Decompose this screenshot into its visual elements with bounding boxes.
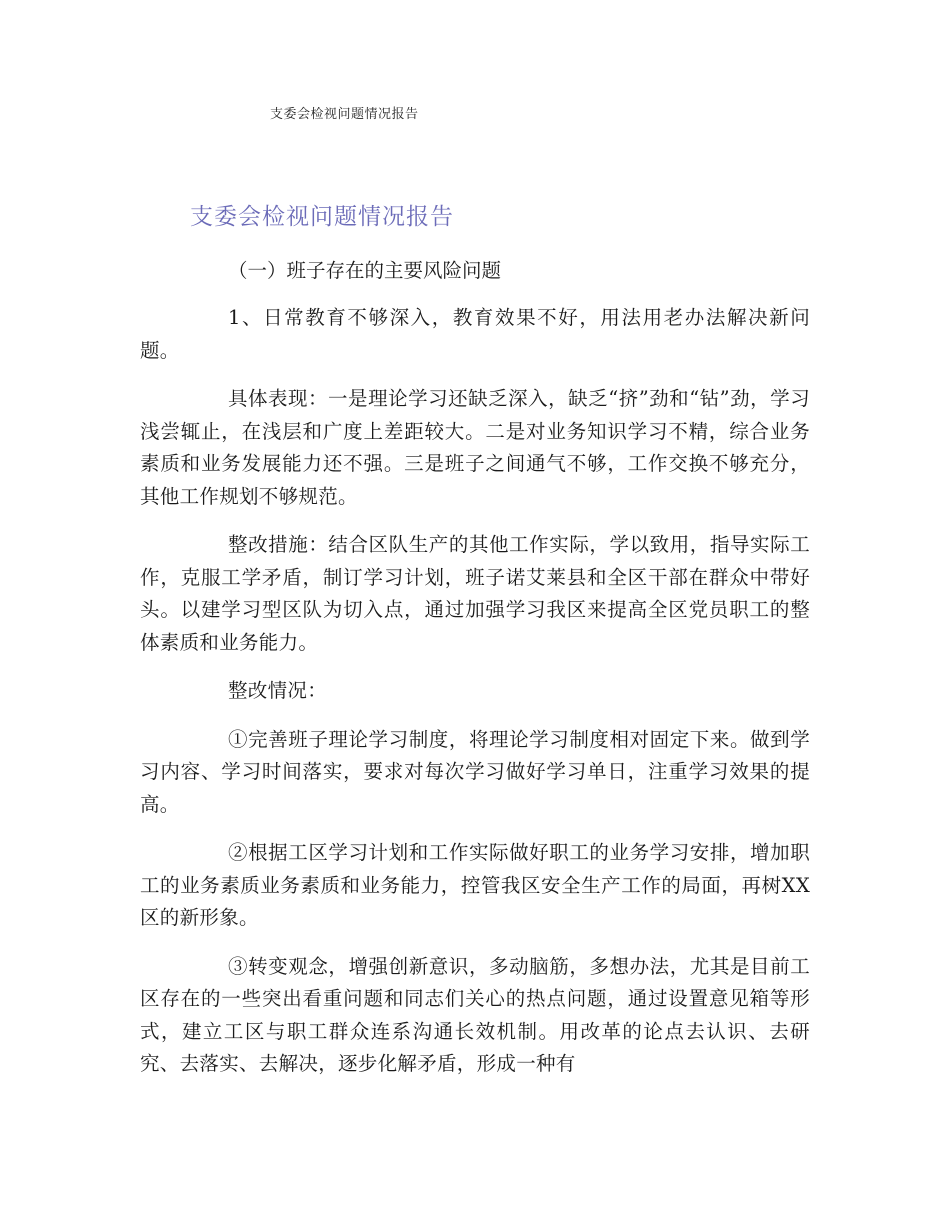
paragraph-status-1: ①完善班子理论学习制度，将理论学习制度相对固定下来。做到学习内容、学习时间落实，要求对每次学习做好学习单日，注重学习效果的提高。 [140,727,810,816]
paragraph-rectification-status: 整改情况： [228,679,328,702]
paragraph-rectification-measures: 整改措施：结合区队生产的其他工作实际，学以致用，指导实际工作，克服工学矛盾，制订学习计划，班子诺艾莱县和全区干部在群众中带好头。以建学习型区队为切入点，通过加强学习我区来提高全区党员职工的整体素质和业务能力。 [140,533,810,654]
document-body [140,256,810,1097]
document-title: 支委会检视问题情况报告 [190,204,454,230]
paragraph-specific-manifestation: 具体表现：一是理论学习还缺乏深入，缺乏“挤”劲和“钻”劲，学习浅尝辄止，在浅层和广度上差距较大。二是对业务知识学习不精，综合业务素质和业务发展能力还不强。三是班子之间通气不够，工作交换不够充分，其他工作规划不够规范。 [140,387,810,508]
paragraph-item-1: 1、日常教育不够深入，教育效果不好，用法用老办法解决新问题。 [140,306,810,362]
section-heading: （一）班子存在的主要风险问题 [228,259,502,282]
paragraph-status-2: ②根据工区学习计划和工作实际做好职工的业务学习安排，增加职工的业务素质业务素质和业务能力，控管我区安全生产工作的局面，再树XX区的新形象。 [140,841,810,929]
paragraph-status-3: ③转变观念，增强创新意识，多动脑筋，多想办法，尤其是目前工区存在的一些突出看重问题和同志们关心的热点问题，通过设置意见箱等形式，建立工区与职工群众连系沟通长效机制。用改革的论点去认识、去研究、去落实、去解决，逐步化解矛盾，形成一种有 [140,954,810,1075]
running-header: 支委会检视问题情况报告 [270,107,419,122]
